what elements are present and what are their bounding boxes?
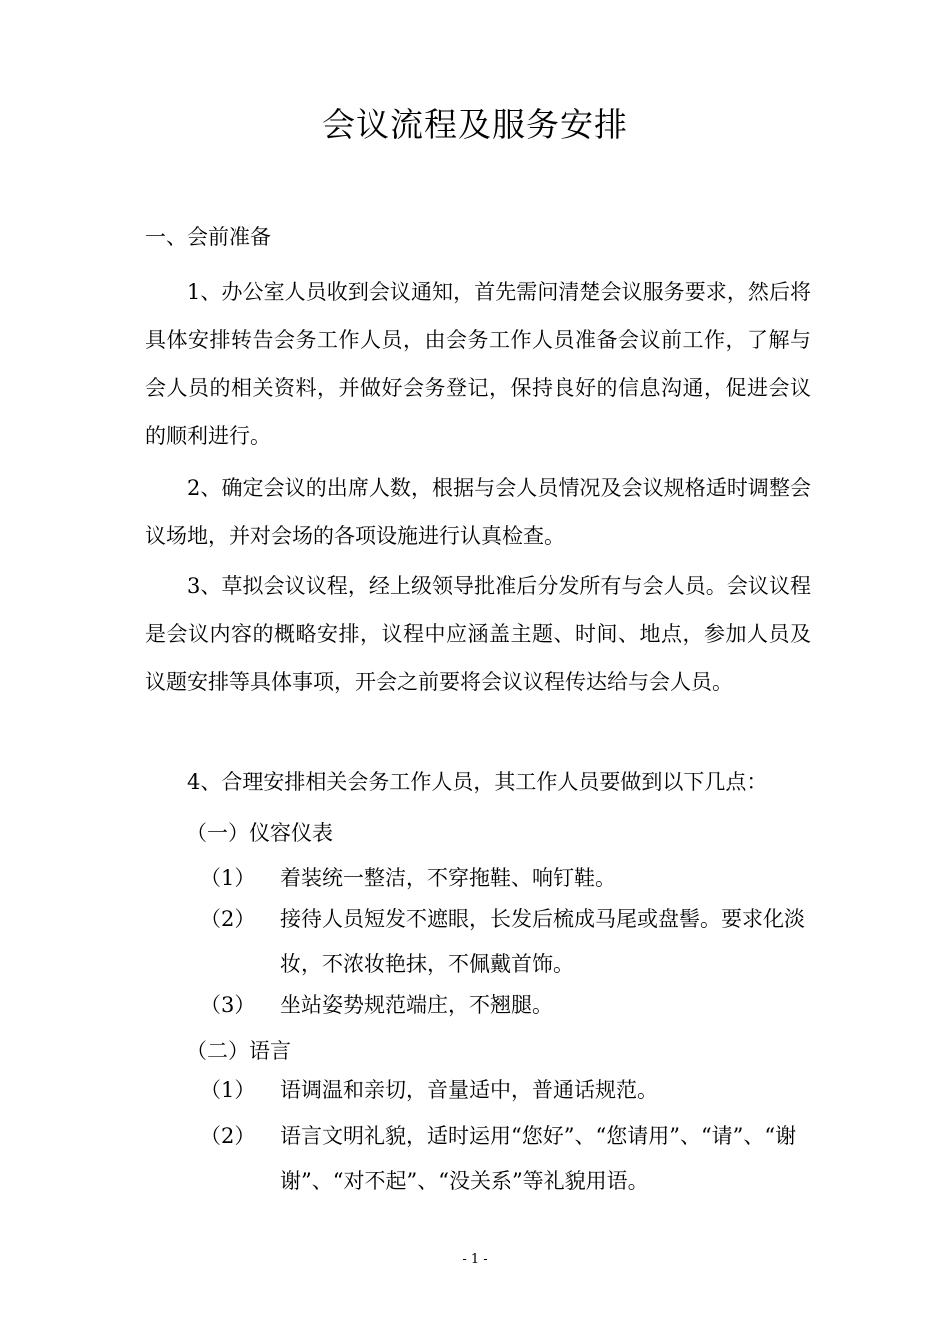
list-item [200, 897, 811, 987]
paragraph-4: 4、合理安排相关会务工作人员，其工作人员要做到以下几点： [187, 770, 768, 794]
list-item-number: （1） [200, 866, 256, 890]
page-number: - 1 - [462, 1252, 488, 1267]
list-item-number: （2） [200, 1124, 256, 1148]
list-item-text: 语言文明礼貌，适时运用“您好”、“您请用”、“请”、“谢谢”、“对不起”、“没关系”等礼貌用语。 [280, 1124, 797, 1193]
paragraph-2: 2、确定会议的出席人数，根据与会人员情况及会议规格适时调整会议场地，并对会场的各项设施进行认真检查。 [145, 476, 811, 548]
list-item-text: 着装统一整洁，不穿拖鞋、响钉鞋。 [280, 866, 616, 890]
list-item-number: （2） [200, 907, 256, 931]
list-item-text: 坐站姿势规范端庄，不翘腿。 [280, 993, 553, 1017]
list-item-number: （1） [200, 1078, 256, 1102]
list-item [200, 1114, 811, 1204]
subsection-heading-language: （二）语言 [186, 1039, 291, 1063]
list-item-text: 语调温和亲切，音量适中，普通话规范。 [280, 1078, 658, 1102]
list-item-number: （3） [200, 993, 256, 1017]
list-item [200, 1068, 811, 1113]
list-item [200, 983, 811, 1028]
list-item-text: 接待人员短发不遮眼，长发后梳成马尾或盘髻。要求化淡妆，不浓妆艳抹，不佩戴首饰。 [280, 907, 805, 976]
document-title: 会议流程及服务安排 [322, 105, 628, 144]
section-heading: 一、会前准备 [145, 225, 271, 249]
subsection-heading-appearance: （一）仪容仪表 [186, 821, 333, 845]
paragraph-1: 1、办公室人员收到会议通知，首先需问清楚会议服务要求，然后将具体安排转告会务工作人员，由会务工作人员准备会议前工作，了解与会人员的相关资料，并做好会务登记，保持良好的信息沟通，促进会议的顺利进行。 [145, 280, 811, 448]
paragraph-3: 3、草拟会议议程，经上级领导批准后分发所有与会人员。会议议程是会议内容的概略安排，议程中应涵盖主题、时间、地点，参加人员及议题安排等具体事项，开会之前要将会议议程传达给与会人员。 [145, 574, 811, 694]
list-item [200, 856, 811, 901]
